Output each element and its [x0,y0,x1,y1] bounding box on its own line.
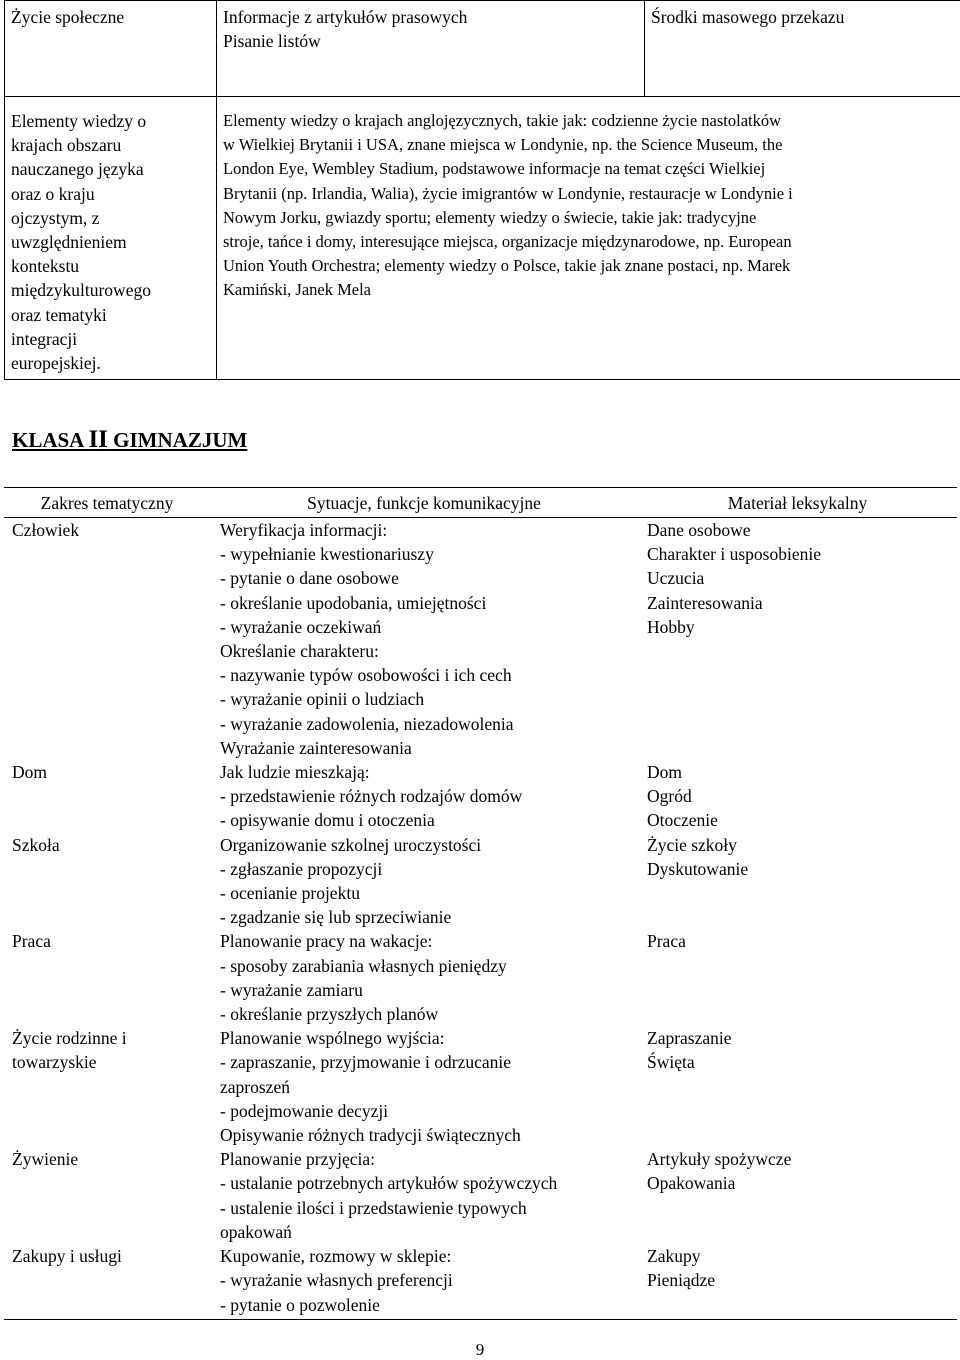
text-line: Zakupy i usługi [12,1244,204,1268]
header-situations: Sytuacje, funkcje komunikacyjne [210,488,638,518]
text-line: Życie szkoły [647,833,951,857]
cell-social-life [5,1,217,97]
text-line: Życie społeczne [11,5,210,29]
text-line: towarzyskie [12,1050,204,1074]
text-line: Hobby [647,615,951,639]
text-line: Pieniądze [647,1268,951,1292]
cell-mass-media [645,1,960,97]
table-row [4,833,957,930]
text-line: Otoczenie [647,808,951,832]
row-lexis-cell [638,760,957,833]
text-line: Życie rodzinne i [12,1026,204,1050]
row-situations-cell [210,1026,638,1147]
row-topic-cell [4,1147,210,1244]
text-line: Dom [647,760,951,784]
text-line: Wyrażanie zainteresowania [220,736,632,760]
row-topic-cell [4,833,210,930]
text-line: Kamiński, Janek Mela [223,278,957,302]
text-line: - wyrażanie opinii o ludziach [220,687,632,711]
text-line: - wypełnianie kwestionariuszy [220,542,632,566]
text-line: - zgadzanie się lub sprzeciwianie [220,905,632,929]
text-line: - pytanie o pozwolenie [220,1293,632,1317]
row-topic-cell [4,1026,210,1147]
cell-culture-details [217,97,960,380]
text-line: Charakter i usposobienie [647,542,951,566]
text-line: Uczucia [647,566,951,590]
text-line: Kupowanie, rozmowy w sklepie: [220,1244,632,1268]
text-line: - wyrażanie własnych preferencji [220,1268,632,1292]
class-heading [12,426,247,454]
text-line: - ustalenie ilości i przedstawienie typowych [220,1196,632,1220]
row-topic-cell [4,518,210,761]
text-line: - wyrażanie zamiaru [220,978,632,1002]
text-line: oraz tematyki [11,303,210,327]
curriculum-header-row [4,488,957,518]
row-topic-cell [4,1244,210,1319]
text-line: Zapraszanie [647,1026,951,1050]
page-number: 9 [0,1340,960,1360]
text-line: Opakowania [647,1171,951,1195]
top-table-content-row [5,97,960,380]
text-line: Organizowanie szkolnej uroczystości [220,833,632,857]
text-line: - podejmowanie decyzji [220,1099,632,1123]
heading-roman: II [88,426,107,453]
table-row [4,1147,957,1244]
text-line: - opisywanie domu i otoczenia [220,808,632,832]
row-topic-cell [4,760,210,833]
curriculum-rows [4,518,957,1320]
curriculum-table [4,487,957,1320]
table-row [4,760,957,833]
text-line: Informacje z artykułów prasowych [223,5,638,29]
text-line: Zakupy [647,1244,951,1268]
text-line: Opisywanie różnych tradycji świątecznych [220,1123,632,1147]
text-line: międzykulturowego [11,278,210,302]
row-situations-cell [210,1244,638,1319]
text-line: - ustalanie potrzebnych artykułów spożywczych [220,1171,632,1195]
row-topic-cell [4,929,210,1026]
heading-post: GIMNAZJUM [108,428,247,452]
text-line: opakowań [220,1220,632,1244]
text-line: Brytanii (np. Irlandia, Walia), życie imigrantów w Londynie, restauracje w Londynie i [223,182,957,206]
row-lexis-cell [638,1244,957,1319]
text-line: - wyrażanie oczekiwań [220,615,632,639]
text-line: - ocenianie projektu [220,881,632,905]
text-line: Ogród [647,784,951,808]
text-line: - przedstawienie różnych rodzajów domów [220,784,632,808]
text-line: ojczystym, z [11,206,210,230]
header-topic: Zakres tematyczny [4,488,210,518]
text-line: europejskiej. [11,351,210,375]
text-line: Jak ludzie mieszkają: [220,760,632,784]
cell-press-articles [217,1,645,97]
text-line: Elementy wiedzy o [11,109,210,133]
text-line: Dom [12,760,204,784]
header-lexis: Materiał leksykalny [638,488,957,518]
cell-culture-knowledge [5,97,217,380]
top-table-header-row [5,1,960,97]
text-line: Planowanie wspólnego wyjścia: [220,1026,632,1050]
text-line: oraz o kraju [11,182,210,206]
text-line: - sposoby zarabiania własnych pieniędzy [220,954,632,978]
text-line: Praca [647,929,951,953]
row-lexis-cell [638,1147,957,1244]
text-line: zaproszeń [220,1075,632,1099]
row-situations-cell [210,518,638,761]
row-lexis-cell [638,833,957,930]
text-line: London Eye, Wembley Stadium, podstawowe informacje na temat części Wielkiej [223,157,957,181]
text-line: kontekstu [11,254,210,278]
text-line: Dyskutowanie [647,857,951,881]
text-line: Union Youth Orchestra; elementy wiedzy o Polsce, takie jak znane postaci, np. Marek [223,254,957,278]
text-line: - wyrażanie zadowolenia, niezadowolenia [220,712,632,736]
text-line: Elementy wiedzy o krajach anglojęzycznych, takie jak: codzienne życie nastolatków [223,109,957,133]
table-row [4,1244,957,1319]
text-line: - nazywanie typów osobowości i ich cech [220,663,632,687]
text-line: Pisanie listów [223,29,638,53]
row-situations-cell [210,760,638,833]
text-line: - pytanie o dane osobowe [220,566,632,590]
text-line: krajach obszaru [11,133,210,157]
heading-pre: KLASA [12,428,88,452]
text-line: Praca [12,929,204,953]
text-line: w Wielkiej Brytanii i USA, znane miejsca w Londynie, np. the Science Museum, the [223,133,957,157]
text-line: uwzględnieniem [11,230,210,254]
table-row [4,929,957,1026]
row-situations-cell [210,833,638,930]
text-line: Nowym Jorku, gwiazdy sportu; elementy wiedzy o świecie, takie jak: tradycyjne [223,206,957,230]
text-line: - określanie upodobania, umiejętności [220,591,632,615]
row-situations-cell [210,929,638,1026]
row-situations-cell [210,1147,638,1244]
text-line: Środki masowego przekazu [651,5,957,29]
text-line: - zapraszanie, przyjmowanie i odrzucanie [220,1050,632,1074]
text-line: Zainteresowania [647,591,951,615]
text-line: stroje, tańce i domy, interesujące miejsca, organizacje międzynarodowe, np. European [223,230,957,254]
row-lexis-cell [638,1026,957,1147]
row-lexis-cell [638,929,957,1026]
text-line: integracji [11,327,210,351]
text-line: Planowanie przyjęcia: [220,1147,632,1171]
row-lexis-cell [638,518,957,761]
text-line: Żywienie [12,1147,204,1171]
text-line: Święta [647,1050,951,1074]
top-table [4,0,960,380]
text-line: Planowanie pracy na wakacje: [220,929,632,953]
text-line: nauczanego języka [11,157,210,181]
text-line: - zgłaszanie propozycji [220,857,632,881]
text-line: Człowiek [12,518,204,542]
table-row [4,518,957,761]
text-line: Dane osobowe [647,518,951,542]
text-line: Szkoła [12,833,204,857]
text-line: Określanie charakteru: [220,639,632,663]
table-row [4,1026,957,1147]
text-line: Weryfikacja informacji: [220,518,632,542]
text-line: - określanie przyszłych planów [220,1002,632,1026]
text-line: Artykuły spożywcze [647,1147,951,1171]
